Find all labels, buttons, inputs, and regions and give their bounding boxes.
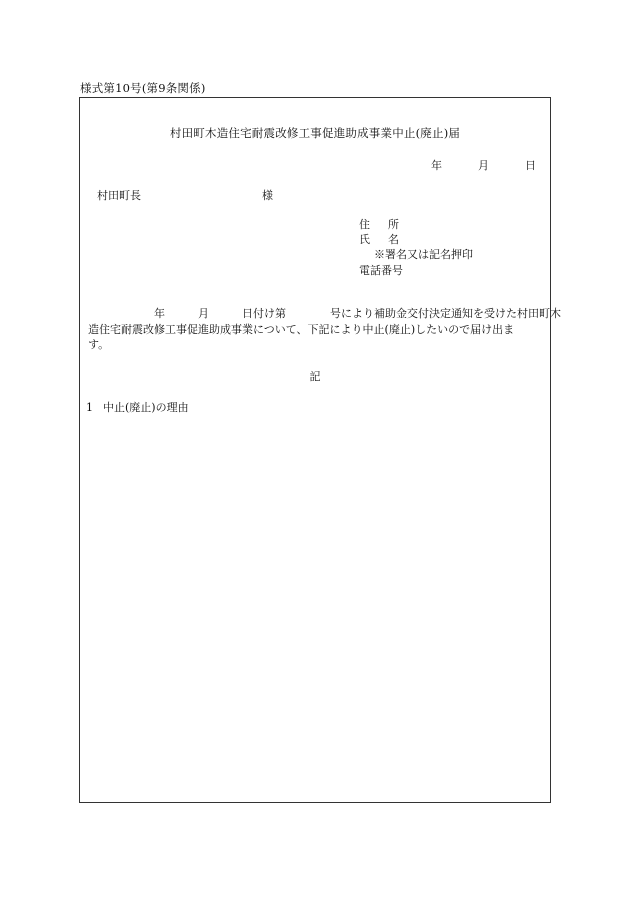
- body-line: 造住宅耐震改修工事促進助成事業について、下記により中止(廃止)したいので届け出ま: [88, 322, 515, 336]
- form-number: 様式第10号(第9条関係): [80, 81, 206, 95]
- address-label: 住所: [359, 218, 417, 231]
- body-line: す。: [88, 338, 110, 351]
- phone-label: 電話番号: [359, 264, 403, 277]
- item-number: 1: [86, 401, 93, 414]
- form-frame: [79, 97, 561, 803]
- form-title: 村田町木造住宅耐震改修工事促進助成事業中止(廃止)届: [169, 126, 461, 140]
- date-year-label: 年: [431, 159, 442, 172]
- record-heading: 記: [309, 370, 321, 383]
- name-label: 氏名: [359, 233, 417, 246]
- addressee: 村田町長: [97, 189, 141, 202]
- reason-item: [86, 399, 189, 415]
- honorific: 様: [262, 189, 273, 202]
- body-line: 年 月 日付け第 号により補助金交付決定通知を受けた村田町木: [88, 307, 561, 320]
- notification-body: [88, 306, 561, 353]
- date-day-label: 日: [525, 159, 536, 172]
- date-month-label: 月: [478, 159, 489, 172]
- seal-note: ※署名又は記名押印: [374, 248, 473, 261]
- item-label: 中止(廃止)の理由: [103, 401, 189, 414]
